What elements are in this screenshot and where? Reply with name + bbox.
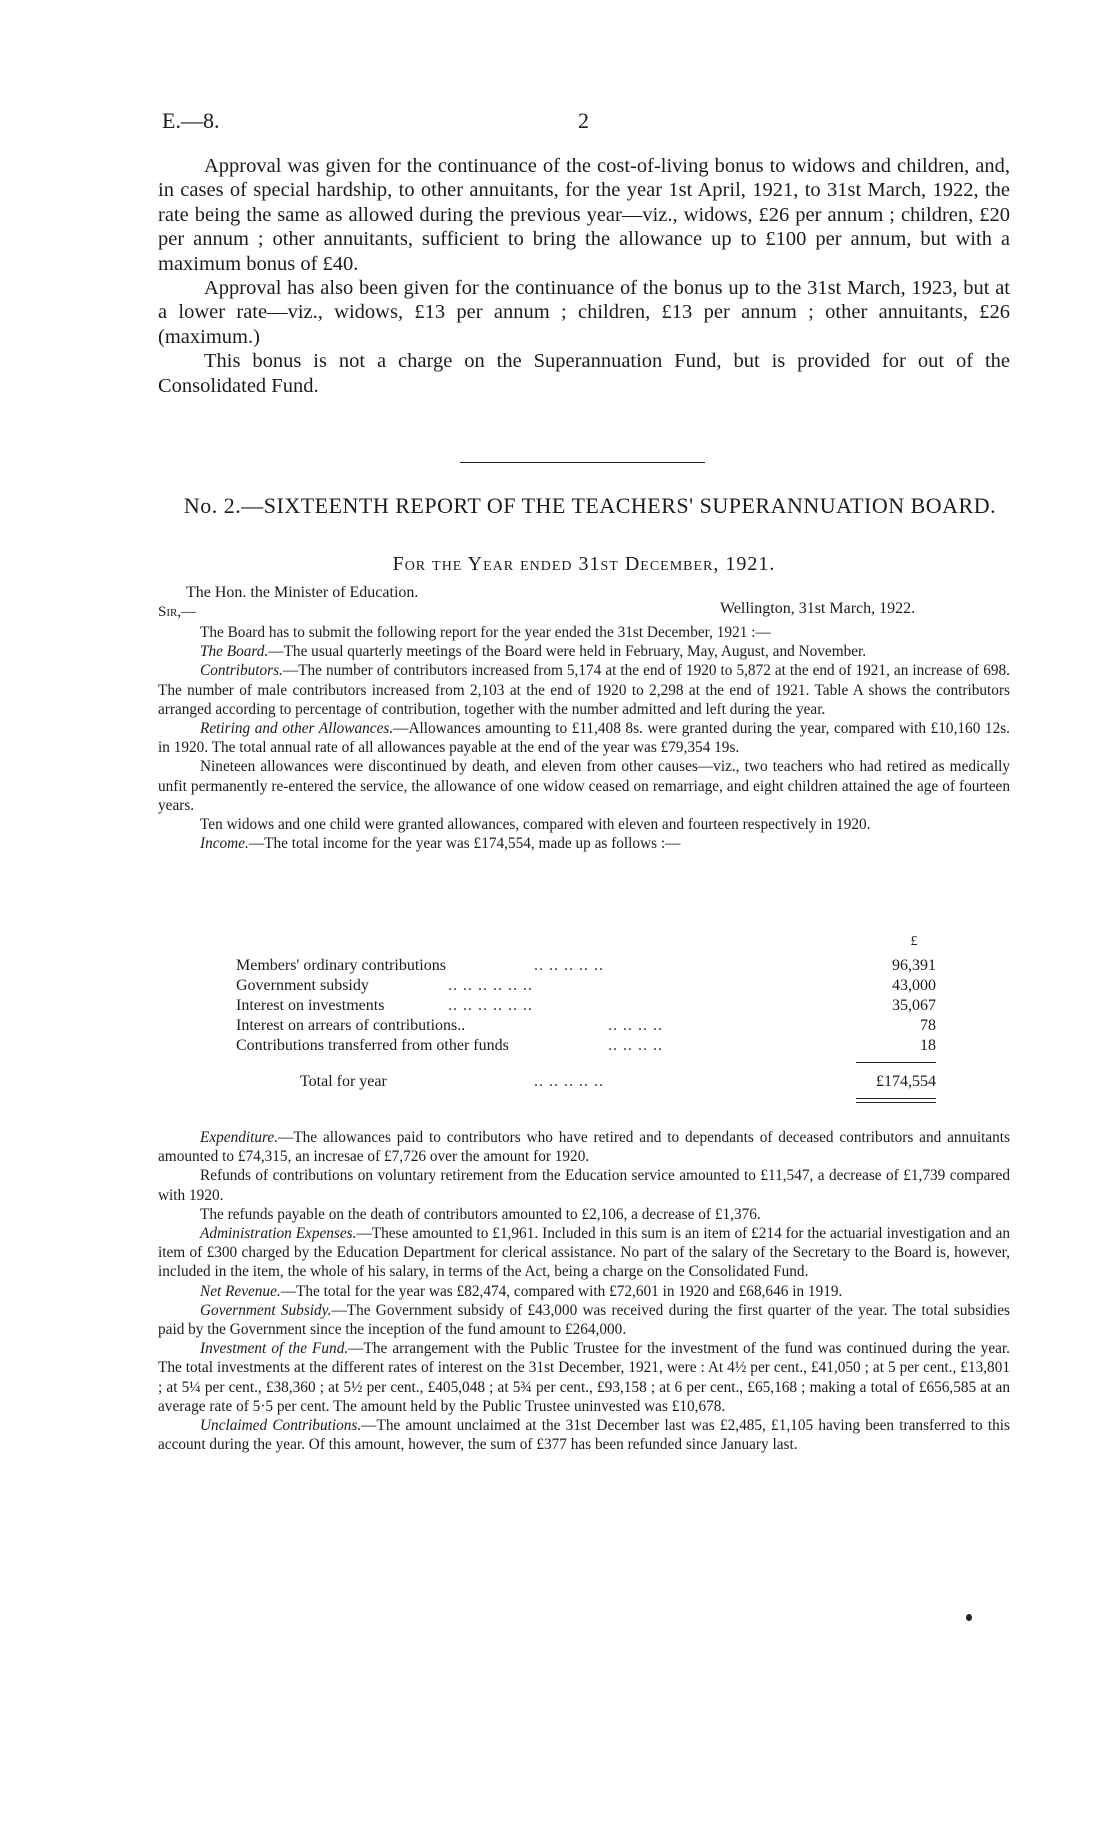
salutation: Sir,— — [158, 604, 197, 620]
leader-dots: .. .. .. .. .. — [534, 957, 604, 974]
report-body-part-2 — [158, 1128, 1010, 1454]
paragraph-heading: Contributors. — [200, 662, 283, 680]
paragraph-text: —The total for the year was £82,474, compared with £72,601 in 1920 and £68,646 in 1919. — [280, 1282, 843, 1300]
investment-paragraph — [158, 1339, 1010, 1416]
bonus-approval-section — [158, 154, 1010, 398]
document-reference: E.—8. — [162, 108, 220, 133]
income-paragraph — [158, 834, 1010, 853]
paragraph-text: —The usual quarterly meetings of the Board were held in February, May, August, and November. — [268, 643, 867, 661]
paragraph-heading: Income. — [200, 835, 249, 853]
paragraph-text: —The allowances paid to contributors who have retired and to dependants of deceased contributors and annuitants amounted to £74,315, an incresae of £7,726 over the amount for 1920. — [158, 1129, 1010, 1166]
income-value: 78 — [920, 1017, 936, 1034]
admin-paragraph — [158, 1224, 1010, 1282]
contributors-paragraph — [158, 661, 1010, 719]
dateline: Wellington, 31st March, 1922. — [720, 600, 916, 617]
table-row — [236, 957, 936, 977]
income-value: 18 — [920, 1037, 936, 1054]
widows-paragraph: Ten widows and one child were granted allowances, compared with eleven and fourteen respectively in 1920. — [200, 816, 871, 834]
report-title: No. 2.—SIXTEENTH REPORT OF THE TEACHERS' SUPERANNUATION BOARD. — [183, 493, 997, 518]
subtotal-rule — [856, 1062, 936, 1063]
report-body-part-1 — [158, 623, 1010, 853]
leader-dots: .. .. .. .. .. .. — [448, 977, 533, 994]
table-row — [236, 997, 936, 1017]
leader-dots: .. .. .. .. — [608, 1037, 663, 1054]
opening-paragraph: The Board has to submit the following report for the year ended the 31st December, 1921 :— — [200, 624, 771, 641]
intro-paragraph: Approval has also been given for the continuance of the bonus up to the 31st March, 1923, but at a lower rate—viz., widows, £13 per annum ; children, £13 per annum ; other annuitants, £26 (maximum.) — [158, 277, 1010, 348]
income-label: Members' ordinary contributions — [236, 957, 446, 974]
expenditure-paragraph — [158, 1128, 1010, 1166]
paragraph-text: —The number of contributors increased from 5,174 at the end of 1920 to 5,872 at the end of 1921, an increase of 698. The number of male contributors increased from 2,103 at the end of 1920 to 2,298 at the end of 1921. Table A shows the contributors arranged according to percentage of contribution, together with the number admitted and left during the year. — [158, 662, 1010, 718]
income-label: Government subsidy — [236, 977, 369, 994]
paragraph-text: —These amounted to £1,961. Included in this sum is an item of £214 for the actuarial investigation and an item of £300 charged by the Education Department for clerical assistance. No part of the salary of the Secretary to the Board is, however, included in the item, the whole of his salary, in terms of the Act, being a charge on the Consolidated Fund. — [158, 1225, 1011, 1281]
discontinued-paragraph: Nineteen allowances were discontinued by death, and eleven from other causes—viz., two teachers who had retired as medically unfit permanently re-entered the service, the allowance of one widow ceased on remarriage, and eight children attained the age of fourteen years. — [158, 758, 1010, 814]
paragraph-text: —The Government subsidy of £43,000 was received during the first quarter of the year. The total subsidies paid by the Government since the inception of the fund amount to £264,000. — [158, 1301, 1010, 1339]
leader-dots: .. .. .. .. — [608, 1017, 663, 1034]
paragraph-heading: Administration Expenses. — [200, 1225, 357, 1243]
section-divider — [460, 462, 705, 463]
income-label: Interest on investments — [236, 997, 385, 1014]
income-value: 96,391 — [892, 957, 936, 974]
income-value: 43,000 — [892, 977, 936, 994]
paragraph-heading: The Board. — [200, 643, 269, 661]
currency-header: £ — [910, 934, 918, 949]
intro-paragraph: This bonus is not a charge on the Superannuation Fund, but is provided for out of the Consolidated Fund. — [158, 350, 1010, 397]
paragraph-heading: Net Revenue. — [200, 1282, 281, 1300]
income-value: 35,067 — [892, 997, 936, 1014]
page-number: 2 — [578, 108, 589, 133]
total-value: £174,554 — [876, 1073, 936, 1090]
total-label: Total for year — [300, 1073, 387, 1090]
addressee: The Hon. the Minister of Education. — [186, 584, 419, 601]
paragraph-heading: Government Subsidy. — [200, 1301, 332, 1319]
income-label: Interest on arrears of contributions.. — [236, 1017, 466, 1034]
paragraph-text: —The total income for the year was £174,554, made up as follows :— — [248, 835, 681, 853]
income-label: Contributions transferred from other funds — [236, 1037, 509, 1054]
intro-paragraph: Approval was given for the continuance of the cost-of-living bonus to widows and children, and, in cases of special hardship, to other annuitants, for the year 1st April, 1921, to 31st March, 1922, the rate being the same as allowed during the previous year—viz., widows, £26 per annum ; children, £20 per annum ; other annuitants, sufficient to bring the allowance up to £100 per annum, but with a maximum bonus of £40. — [158, 155, 1010, 275]
subsidy-paragraph — [158, 1301, 1010, 1339]
paragraph-heading: Investment of the Fund. — [200, 1340, 349, 1358]
paragraph-heading: Expenditure. — [200, 1129, 279, 1146]
refunds-paragraph: Refunds of contributions on voluntary retirement from the Education service amounted to £11,547, a decrease of £1,739 compared with 1920. — [158, 1167, 1010, 1204]
allowances-paragraph — [158, 719, 1010, 757]
unclaimed-paragraph — [158, 1416, 1010, 1454]
refunds-death-paragraph: The refunds payable on the death of contributors amounted to £2,106, a decrease of £1,376. — [200, 1205, 761, 1223]
total-row — [236, 1073, 936, 1093]
report-subtitle: For the Year ended 31st December, 1921. — [392, 553, 776, 575]
leader-dots: .. .. .. .. .. — [534, 1073, 604, 1090]
paragraph-heading: Unclaimed Contributions. — [200, 1417, 362, 1435]
total-double-rule — [856, 1098, 936, 1103]
table-row — [236, 1037, 936, 1057]
paragraph-heading: Retiring and other Allowances. — [200, 720, 394, 738]
paragraph-text: —Allowances amounting to £11,408 8s. were granted during the year, compared with £10,160 12s. in 1920. The total annual rate of all allowances payable at the end of the year was £79,354 19s. — [158, 720, 1010, 757]
leader-dots: .. .. .. .. .. .. — [448, 997, 533, 1014]
paragraph-text: —The arrangement with the Public Trustee for the investment of the fund was continued during the year. The total investments at the different rates of interest on the 31st December, 1921, were : At 4½ per cent., £41,050 ; at 5 per cent., £13,801 ; at 5¼ per cent., £38,360 ; at 5½ per cent., £405,048 ; at 5¾ per cent., £93,158 ; at 6 per cent., £65,168 ; making a total of £656,585 at an average rate of 5·5 per cent. The amount held by the Public Trustee uninvested was £10,678. — [158, 1340, 1010, 1415]
board-paragraph — [158, 642, 1010, 661]
revenue-paragraph — [158, 1282, 1010, 1301]
paragraph-text: —The amount unclaimed at the 31st December last was £2,485, £1,105 having been transferred to this account during the year. Of this amount, however, the sum of £377 has been refunded since January last. — [158, 1417, 1010, 1454]
page-end-mark — [966, 1614, 972, 1621]
table-row — [236, 1017, 936, 1037]
table-row — [236, 977, 936, 997]
